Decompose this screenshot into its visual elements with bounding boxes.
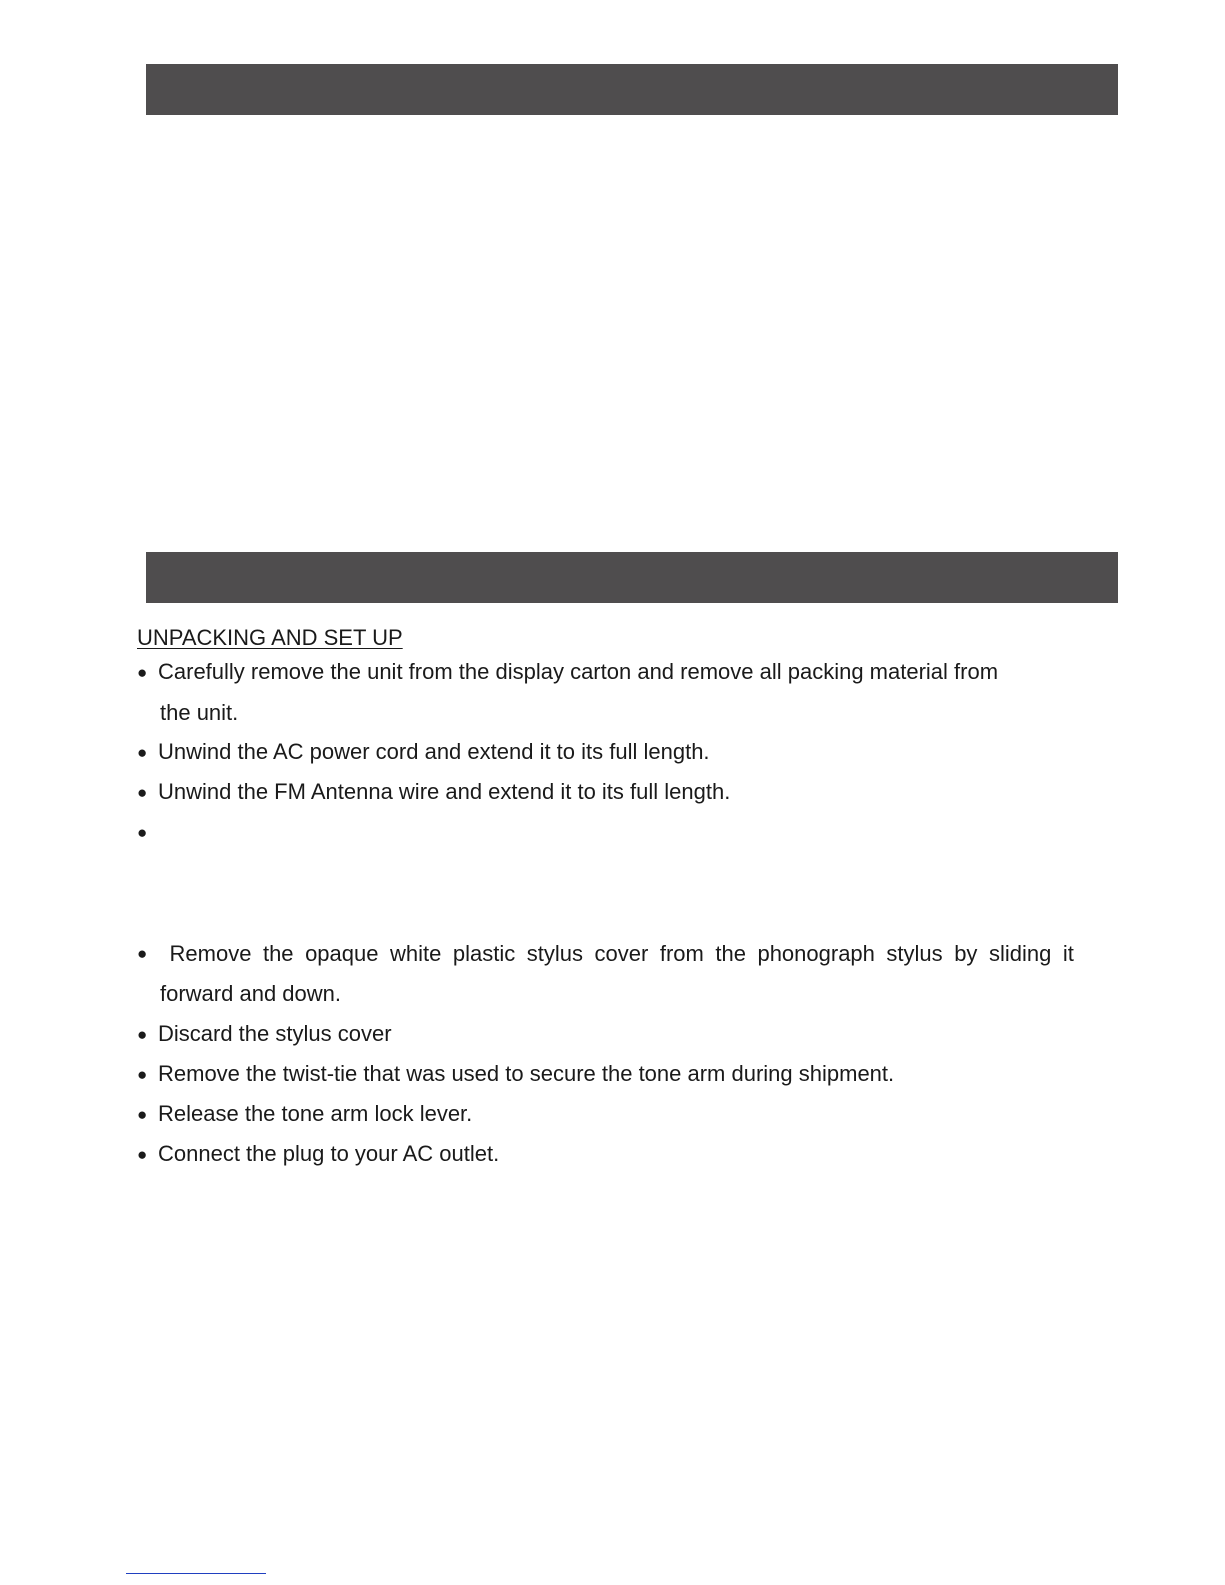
list-item-text: Remove the twist-tie that was used to secure the tone arm during shipment.	[158, 1061, 895, 1086]
justified-line	[137, 940, 1074, 968]
list-item-empty	[137, 818, 1087, 847]
list-item	[137, 940, 1087, 1008]
header-bar-section	[146, 552, 1118, 603]
word: cover	[594, 941, 649, 966]
list-item-text: Connect the plug to your AC outlet.	[158, 1141, 500, 1166]
list-item	[137, 658, 1087, 727]
bullet-icon: ●	[137, 823, 148, 842]
list-item	[137, 1100, 1087, 1129]
bullet-icon: ●	[137, 1105, 148, 1124]
list-item	[137, 1020, 1087, 1049]
word: stylus	[886, 941, 943, 966]
list-item	[137, 778, 1087, 807]
list-item-continuation: forward and down.	[160, 981, 341, 1006]
list-item-continuation: the unit.	[160, 700, 239, 725]
bullet-icon: ●	[137, 1145, 148, 1164]
bullet-icon: ●	[137, 944, 148, 963]
word: the	[715, 941, 746, 966]
bullet-icon: ●	[137, 1025, 148, 1044]
list-item-text: Unwind the AC power cord and extend it to its full length.	[158, 739, 710, 764]
word: opaque	[305, 941, 379, 966]
footer-rule	[126, 1573, 266, 1574]
list-item-text: Discard the stylus cover	[158, 1021, 392, 1046]
section-heading: UNPACKING AND SET UP	[137, 625, 403, 650]
bullet-icon: ●	[137, 1065, 148, 1084]
word: plastic	[452, 941, 516, 966]
list-item	[137, 738, 1087, 767]
word: stylus	[526, 941, 583, 966]
list-item-text: Unwind the FM Antenna wire and extend it to its full length.	[158, 779, 731, 804]
list-item-text: Carefully remove the unit from the display carton and remove all packing material from	[158, 659, 999, 684]
word: Remove	[169, 941, 252, 966]
list-item	[137, 1140, 1087, 1169]
word: white	[390, 941, 442, 966]
word: sliding	[988, 941, 1052, 966]
word: from	[659, 941, 704, 966]
word: it	[1062, 941, 1074, 966]
word: the	[262, 941, 294, 966]
list-item	[137, 1060, 1087, 1089]
bullet-icon: ●	[137, 663, 148, 682]
bullet-icon: ●	[137, 783, 148, 802]
word: phonograph	[757, 941, 875, 966]
header-bar-top	[146, 64, 1118, 115]
bullet-icon: ●	[137, 743, 148, 762]
word: by	[954, 941, 978, 966]
list-item-text: Release the tone arm lock lever.	[158, 1101, 473, 1126]
